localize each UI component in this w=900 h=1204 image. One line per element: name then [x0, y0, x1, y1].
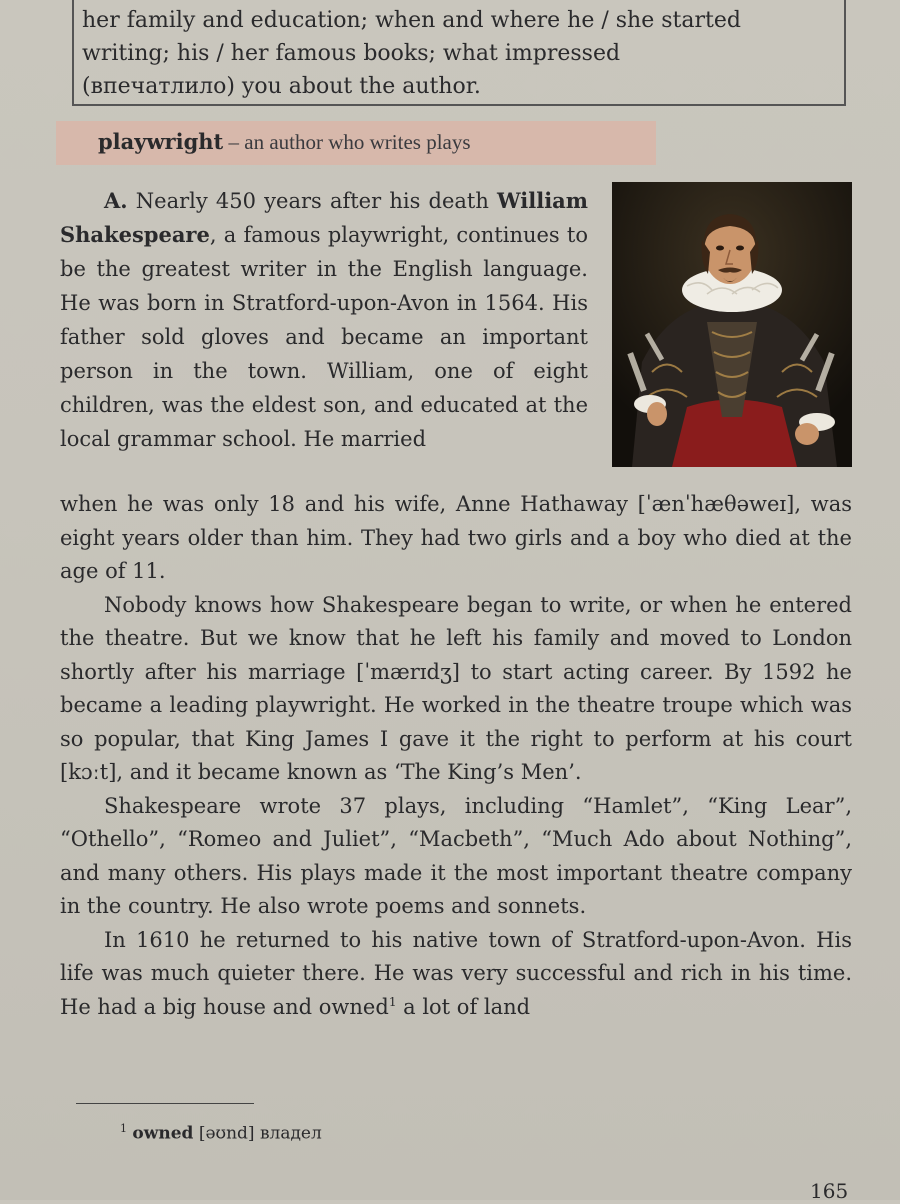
footnote-word: owned [132, 1123, 194, 1144]
p4-part-a: In 1610 he returned to his native town of Stratford-upon-Avon. His life was much quieter there. He was very successful and rich in his time. He had a big house and owned [60, 927, 852, 1019]
p4-part-b: a lot of land [396, 994, 531, 1019]
paragraph-a-top [60, 184, 588, 456]
footnote-mark: 1 [120, 1122, 127, 1135]
definition-term: playwright [98, 129, 224, 154]
task-line-1: her family and education; when and where he / she started [82, 8, 741, 33]
p1-part-a: Nearly 450 years after his death [127, 189, 498, 213]
paragraph-4 [60, 924, 852, 1025]
footnote-translation: [əʊnd] владел [193, 1123, 322, 1144]
footnote-ref: 1 [388, 994, 397, 1009]
footnote-divider [76, 1103, 254, 1104]
task-line-2: writing; his / her famous books; what impressed [82, 41, 621, 66]
article-column-text [60, 184, 588, 456]
definition-text: – an author who writes plays [223, 130, 471, 154]
article-full-width-text [60, 488, 852, 1024]
portrait-image [612, 182, 852, 467]
paragraph-2: Nobody knows how Shakespeare began to write, or when he entered the theatre. But we know that he left his family and moved to London shortly after his marriage [ˈmærɪdʒ] to start acting career. By 1592 he became a leading playwright. He worked in the theatre troupe which was so popular, that King James I gave it the right to perform at his court [kɔːt], and it became known as ‘The King’s Men’. [60, 592, 852, 784]
paragraph-a-continued: when he was only 18 and his wife, Anne Hathaway [ˈænˈhæθəweɪ], was eight years older than him. They had two girls and a boy who died at the age of 11. [60, 492, 852, 583]
paragraph-3: Shakespeare wrote 37 plays, including “Hamlet”, “King Lear”, “Othello”, “Romeo and Juliet”, “Macbeth”, “Much Ado about Nothing”, and many others. His plays made it the most important theatre company in the country. He also wrote poems and sonnets. [60, 793, 852, 918]
author-name: William Shakespeare [60, 188, 588, 247]
footnote [120, 1116, 322, 1147]
shakespeare-portrait [612, 182, 852, 467]
p1-part-b: , a famous playwright, continues to be the greatest writer in the English language. He was born in Stratford-upon-Avon in 1564. His father sold gloves and became an important person in the town. William, one of eight children, was the eldest son, and educated at the local grammar school. He married [60, 223, 588, 451]
page-number: 165 [810, 1179, 849, 1203]
definition [98, 126, 471, 158]
section-letter: A. [104, 188, 128, 213]
task-box [72, 0, 846, 106]
task-line-3: (впечатлило) you about the author. [82, 74, 481, 99]
